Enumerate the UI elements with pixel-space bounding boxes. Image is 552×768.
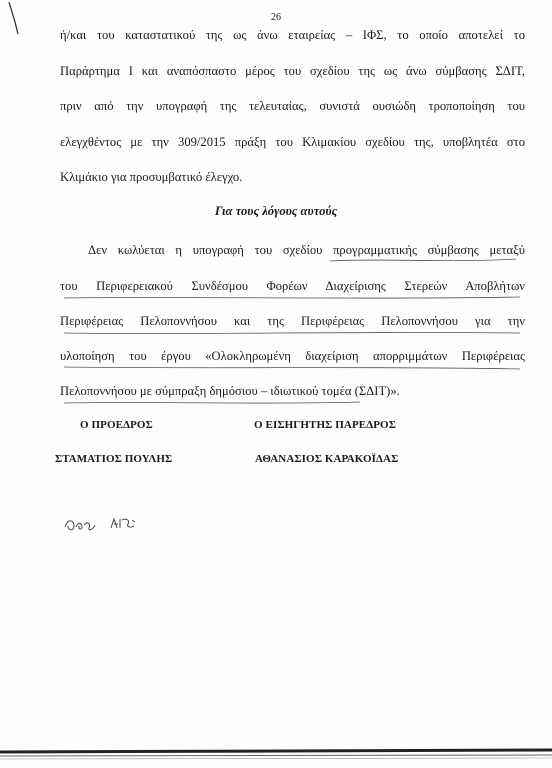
president-name: ΣΤΑΜΑΤΙΟΣ ΠΟΥΛΗΣ xyxy=(55,453,173,465)
paragraph-1-line-5: Κλιμάκιο για προσυμβατικό έλεγχο. xyxy=(60,170,243,184)
paragraph-1-line-4: ελεγχθέντος με την 309/2015 πράξη του Κλιμακίου σχεδίου της, υποβλητέα στο xyxy=(60,135,525,149)
page-bottom-edge xyxy=(0,738,552,768)
president-title: Ο ΠΡΟΕΔΡΟΣ xyxy=(80,419,153,431)
paragraph-2-line-1: Δεν κωλύεται η υπογραφή του σχεδίου προγραμματικής σύμβασης μεταξύ xyxy=(88,243,525,257)
initials-signature xyxy=(108,514,138,534)
paragraph-1-line-2: Παράρτημα Ι και αναπόσπαστο μέρος του σχεδίου της ως άνω σύμβασης ΣΔΙΤ, xyxy=(60,64,525,78)
paragraph-2-line-5: Πελοποννήσου με σύμπραξη δημόσιου – ιδιωτικού τομέα (ΣΔΙΤ)». xyxy=(60,384,400,398)
handwritten-underline xyxy=(62,363,522,373)
handwritten-underline xyxy=(62,398,362,408)
paragraph-2-line-2: του Περιφερειακού Συνδέσμου Φορέων Διαχείρισης Στερεών Αποβλήτων xyxy=(60,279,525,293)
section-heading: Για τους λόγους αυτούς xyxy=(214,204,338,218)
page-number: 26 xyxy=(271,12,281,23)
handwritten-underline xyxy=(62,293,522,303)
initials-signature xyxy=(62,515,98,535)
rapporteur-name: ΑΘΑΝΑΣΙΟΣ ΚΑΡΑΚΟΪΔΑΣ xyxy=(255,453,399,465)
paragraph-1-line-3: πριν από την υπογραφή της τελευταίας, συνιστά ουσιώδη τροποποίηση του xyxy=(60,99,525,113)
paragraph-2-line-3: Περιφέρειας Πελοποννήσου και της Περιφέρειας Πελοποννήσου για την xyxy=(60,314,525,328)
rapporteur-title: Ο ΕΙΣΗΓΗΤΗΣ ΠΑΡΕΔΡΟΣ xyxy=(254,419,396,431)
handwritten-underline xyxy=(62,328,522,338)
paragraph-1-line-1: ή/και του καταστατικού της ως άνω εταιρείας – ΙΦΣ, το οποίο αποτελεί το xyxy=(60,28,525,42)
paragraph-2-line-4: υλοποίηση του έργου «Ολοκληρωμένη διαχείριση απορριμμάτων Περιφέρειας xyxy=(60,349,525,363)
handwritten-underline xyxy=(328,255,518,265)
